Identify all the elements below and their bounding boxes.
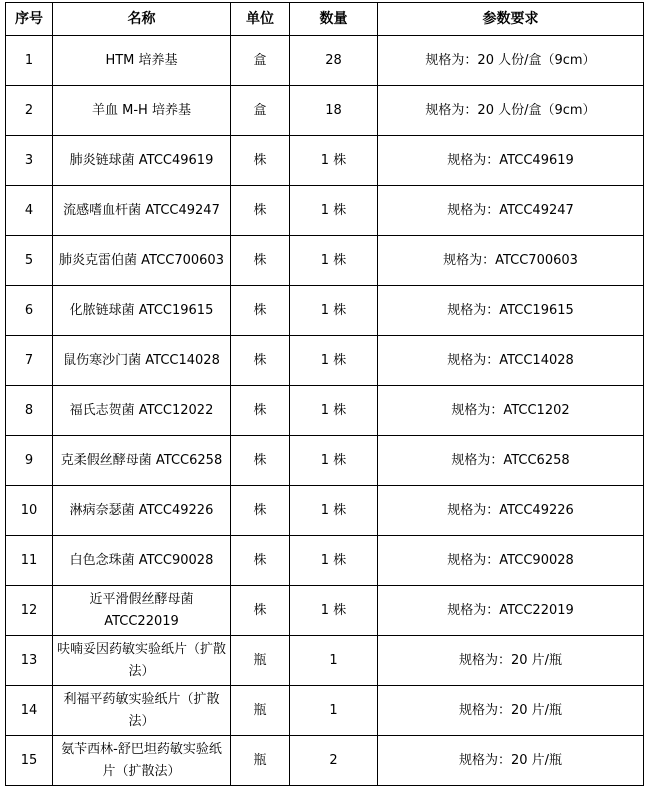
cell-unit: 株: [231, 486, 290, 536]
table-row: [6, 436, 644, 486]
cell-qty: 1 株: [290, 186, 378, 236]
cell-unit: 株: [231, 236, 290, 286]
cell-no: 10: [6, 486, 53, 536]
cell-spec: 规格为：ATCC22019: [378, 586, 644, 636]
cell-qty: 1 株: [290, 286, 378, 336]
cell-qty: 1 株: [290, 236, 378, 286]
cell-spec: 规格为：20 片/瓶: [378, 736, 644, 786]
cell-spec: 规格为：ATCC700603: [378, 236, 644, 286]
table-row: [6, 86, 644, 136]
cell-no: 5: [6, 236, 53, 286]
cell-qty: 1: [290, 636, 378, 686]
cell-unit: 株: [231, 586, 290, 636]
cell-no: 1: [6, 36, 53, 86]
cell-unit: 瓶: [231, 636, 290, 686]
cell-unit: 株: [231, 136, 290, 186]
cell-name: 氨苄西林-舒巴坦药敏实验纸片（扩散法）: [53, 736, 231, 786]
cell-qty: 18: [290, 86, 378, 136]
cell-spec: 规格为：ATCC49247: [378, 186, 644, 236]
table-row: [6, 136, 644, 186]
cell-name: 克柔假丝酵母菌 ATCC6258: [53, 436, 231, 486]
cell-qty: 2: [290, 736, 378, 786]
header-spec: 参数要求: [378, 3, 644, 36]
cell-spec: 规格为：20 片/瓶: [378, 636, 644, 686]
cell-spec: 规格为：ATCC49619: [378, 136, 644, 186]
cell-no: 3: [6, 136, 53, 186]
header-unit: 单位: [231, 3, 290, 36]
cell-name: 羊血 M-H 培养基: [53, 86, 231, 136]
cell-no: 13: [6, 636, 53, 686]
table-row: [6, 736, 644, 786]
cell-no: 15: [6, 736, 53, 786]
cell-unit: 盒: [231, 36, 290, 86]
cell-unit: 株: [231, 436, 290, 486]
cell-qty: 1 株: [290, 386, 378, 436]
cell-no: 4: [6, 186, 53, 236]
cell-name: 福氏志贺菌 ATCC12022: [53, 386, 231, 436]
cell-name: 呋喃妥因药敏实验纸片（扩散法）: [53, 636, 231, 686]
table-row: [6, 36, 644, 86]
header-qty: 数量: [290, 3, 378, 36]
cell-unit: 株: [231, 386, 290, 436]
cell-no: 6: [6, 286, 53, 336]
table-row: [6, 236, 644, 286]
cell-qty: 1 株: [290, 336, 378, 386]
table-row: [6, 286, 644, 336]
cell-name: 鼠伤寒沙门菌 ATCC14028: [53, 336, 231, 386]
cell-unit: 盒: [231, 86, 290, 136]
cell-unit: 瓶: [231, 736, 290, 786]
procurement-table: [5, 2, 644, 786]
table-row: [6, 386, 644, 436]
cell-no: 12: [6, 586, 53, 636]
table-row: [6, 186, 644, 236]
cell-name: 近平滑假丝酵母菌 ATCC22019: [53, 586, 231, 636]
cell-name: 白色念珠菌 ATCC90028: [53, 536, 231, 586]
cell-no: 11: [6, 536, 53, 586]
cell-name: 流感嗜血杆菌 ATCC49247: [53, 186, 231, 236]
table-row: [6, 586, 644, 636]
cell-no: 14: [6, 686, 53, 736]
table-row: [6, 486, 644, 536]
cell-spec: 规格为：ATCC90028: [378, 536, 644, 586]
cell-spec: 规格为：20 人份/盒（9cm）: [378, 36, 644, 86]
cell-unit: 株: [231, 186, 290, 236]
cell-name: 利福平药敏实验纸片（扩散法）: [53, 686, 231, 736]
table-row: [6, 636, 644, 686]
cell-unit: 瓶: [231, 686, 290, 736]
cell-qty: 1 株: [290, 136, 378, 186]
cell-spec: 规格为：ATCC49226: [378, 486, 644, 536]
cell-spec: 规格为：ATCC1202: [378, 386, 644, 436]
cell-spec: 规格为：20 人份/盒（9cm）: [378, 86, 644, 136]
cell-qty: 1 株: [290, 486, 378, 536]
cell-no: 7: [6, 336, 53, 386]
cell-name: HTM 培养基: [53, 36, 231, 86]
cell-qty: 1: [290, 686, 378, 736]
cell-no: 2: [6, 86, 53, 136]
cell-qty: 1 株: [290, 536, 378, 586]
table-row: [6, 336, 644, 386]
cell-name: 肺炎链球菌 ATCC49619: [53, 136, 231, 186]
header-row: [6, 3, 644, 36]
cell-unit: 株: [231, 336, 290, 386]
cell-no: 9: [6, 436, 53, 486]
cell-name: 化脓链球菌 ATCC19615: [53, 286, 231, 336]
table-row: [6, 536, 644, 586]
header-no: 序号: [6, 3, 53, 36]
cell-spec: 规格为：ATCC6258: [378, 436, 644, 486]
table-row: [6, 686, 644, 736]
cell-spec: 规格为：20 片/瓶: [378, 686, 644, 736]
cell-qty: 1 株: [290, 436, 378, 486]
cell-no: 8: [6, 386, 53, 436]
cell-unit: 株: [231, 536, 290, 586]
cell-unit: 株: [231, 286, 290, 336]
cell-name: 淋病奈瑟菌 ATCC49226: [53, 486, 231, 536]
cell-name: 肺炎克雷伯菌 ATCC700603: [53, 236, 231, 286]
cell-qty: 1 株: [290, 586, 378, 636]
cell-spec: 规格为：ATCC14028: [378, 336, 644, 386]
cell-spec: 规格为：ATCC19615: [378, 286, 644, 336]
header-name: 名称: [53, 3, 231, 36]
cell-qty: 28: [290, 36, 378, 86]
